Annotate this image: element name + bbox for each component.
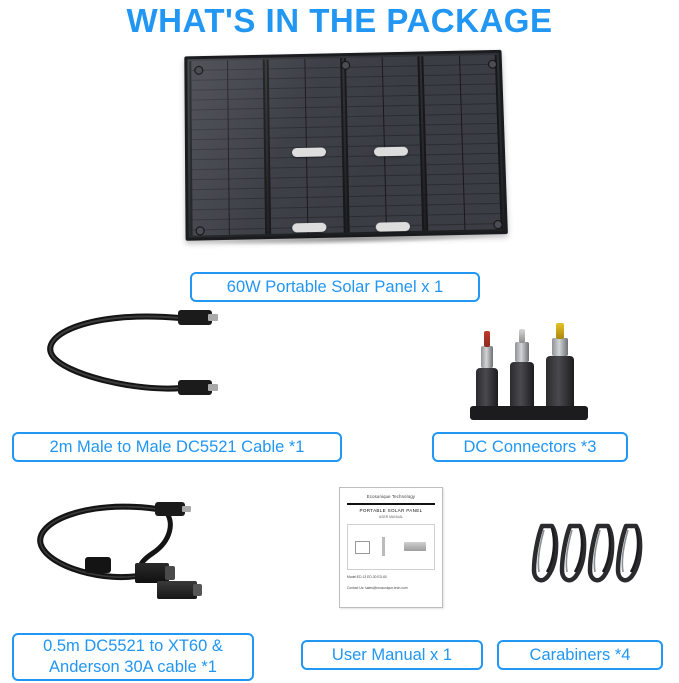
manual-model: Model:ED-13 ED-30 ED-60 — [347, 575, 387, 579]
cable-icon — [30, 300, 250, 405]
manual-icon — [339, 487, 443, 608]
xt60-label-line2: Anderson 30A cable *1 — [49, 658, 217, 676]
user-manual-label: User Manual x 1 — [301, 640, 483, 670]
xt60-label-line1: 0.5m DC5521 to XT60 & — [43, 637, 223, 655]
xt60-anderson-cable-label — [12, 633, 254, 681]
y-cable-icon — [25, 495, 240, 605]
carabiners-svg — [530, 520, 658, 588]
manual-title: PORTABLE SOLAR PANEL — [359, 508, 423, 513]
solar-panel-icon — [185, 52, 505, 252]
solar-panel-label: 60W Portable Solar Panel x 1 — [190, 272, 480, 302]
y-cable-svg — [25, 495, 240, 605]
page-title: WHAT'S IN THE PACKAGE — [126, 2, 553, 39]
carabiner-icon — [530, 520, 658, 588]
dc-connectors-label: DC Connectors *3 — [432, 432, 628, 462]
manual-brand: Ecosunique Technology — [366, 494, 416, 499]
dc-connector-icon — [470, 305, 590, 420]
carabiners-label: Carabiners *4 — [497, 640, 663, 670]
manual-contact: Contact Us: sales@ecosunique-tech.com — [347, 586, 408, 590]
dc5521-cable-label: 2m Male to Male DC5521 Cable *1 — [12, 432, 342, 462]
manual-subtitle: USER MANUAL — [378, 515, 404, 519]
